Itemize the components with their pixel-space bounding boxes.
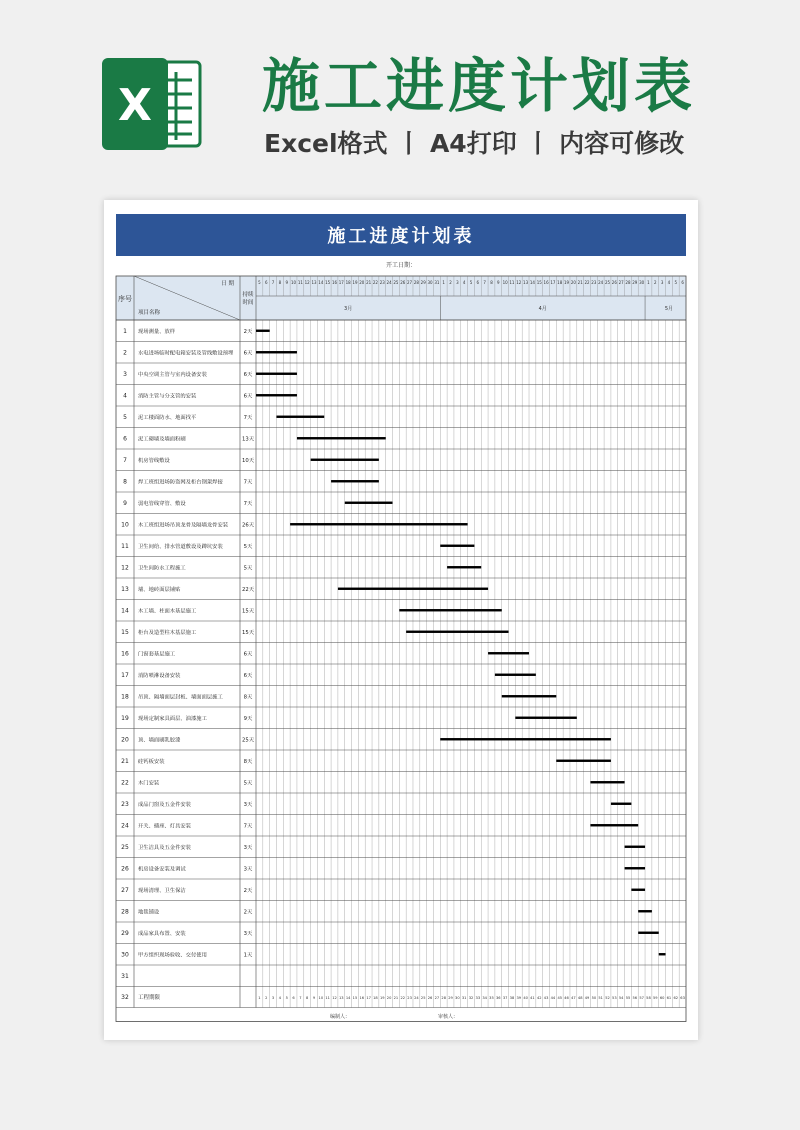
- preparer-label: 编制人：: [330, 1014, 351, 1020]
- task-number: 24: [121, 822, 129, 830]
- task-name: 木工班组进场吊顶龙骨及隔墙龙骨安装: [138, 522, 229, 529]
- day-number: 26: [611, 280, 617, 285]
- day-number: 8: [278, 280, 282, 285]
- day-number: 7: [271, 280, 275, 285]
- day-number: 27: [407, 280, 413, 285]
- task-number: 23: [121, 800, 129, 808]
- gantt-bar: [488, 652, 529, 654]
- day-number: 6: [476, 280, 480, 285]
- task-name: 卫生间给、排水管道敷设及蹲坑安装: [138, 543, 223, 550]
- day-number: 5: [469, 280, 473, 285]
- footer-day-count: 40: [523, 996, 528, 1000]
- footer-day-count: 62: [673, 996, 679, 1000]
- footer-day-count: 4: [278, 996, 282, 1000]
- task-duration: 22天: [241, 586, 255, 593]
- footer-day-count: 41: [530, 996, 535, 1000]
- task-number: 16: [121, 650, 129, 658]
- month-label: 5月: [664, 306, 674, 312]
- task-duration: 3天: [243, 844, 253, 851]
- task-duration: 15天: [241, 608, 255, 615]
- gantt-bar: [590, 824, 638, 826]
- footer-day-count: 38: [509, 996, 515, 1000]
- task-name: 甲方组织现场验收、交付使用: [138, 952, 207, 959]
- gantt-bar: [256, 394, 297, 396]
- task-name: 吊顶、隔墙面层封板、墙面面层施工: [138, 694, 223, 701]
- gantt-bar: [311, 459, 379, 461]
- task-number: 30: [121, 951, 129, 959]
- table-border: [116, 276, 686, 1022]
- task-duration: 7天: [243, 823, 253, 830]
- day-number: 21: [366, 280, 372, 285]
- task-name: 消防主管与分支管的安装: [138, 393, 197, 400]
- day-number: 23: [591, 280, 597, 285]
- task-number: 18: [121, 693, 129, 701]
- task-name: 地毯铺设: [138, 909, 160, 916]
- day-number: 28: [625, 280, 631, 285]
- footer-day-count: 24: [414, 996, 419, 1000]
- document-banner-title: 施工进度计划表: [116, 214, 686, 256]
- day-number: 24: [598, 280, 604, 285]
- gantt-bar: [638, 932, 658, 934]
- day-number: 25: [604, 280, 611, 285]
- task-name: 水电进场临时配电箱安装及管线敷设预埋: [138, 350, 234, 357]
- footer-day-count: 54: [618, 996, 624, 1000]
- task-number: 31: [121, 972, 129, 980]
- footer-day-count: 21: [393, 996, 399, 1000]
- task-name: 木工墙、柱面木基层施工: [138, 608, 197, 615]
- footer-day-count: 63: [680, 996, 685, 1000]
- task-name: 现场定制家具面层、油漆施工: [138, 715, 207, 722]
- footer-day-count: 10: [318, 996, 324, 1000]
- footer-day-count: 22: [400, 996, 406, 1000]
- gantt-bar: [345, 502, 393, 504]
- task-number: 5: [123, 413, 127, 421]
- day-number: 17: [338, 280, 344, 285]
- day-number: 20: [570, 280, 576, 285]
- task-duration: 6天: [243, 371, 253, 378]
- task-name: 顶、墙面刷乳胶漆: [138, 737, 181, 744]
- footer-day-count: 13: [339, 996, 344, 1000]
- task-number: 25: [121, 843, 129, 851]
- task-number: 19: [121, 714, 129, 722]
- task-name: 机房设备安装及调试: [138, 866, 186, 873]
- task-name: 机房管线敷设: [138, 457, 170, 464]
- task-number: 20: [121, 736, 129, 744]
- day-number: 3: [456, 280, 459, 285]
- task-duration: 10天: [241, 457, 255, 464]
- task-duration: 8天: [243, 758, 253, 765]
- gantt-bar: [659, 953, 666, 955]
- task-duration: 6天: [243, 393, 253, 400]
- day-number: 12: [516, 280, 522, 285]
- footer-day-count: 42: [536, 996, 542, 1000]
- gantt-bar: [290, 523, 467, 525]
- gantt-bar: [625, 846, 645, 848]
- footer-day-count: 9: [312, 996, 316, 1000]
- gantt-bar: [638, 910, 652, 912]
- task-duration: 7天: [243, 479, 253, 486]
- footer-day-count: 26: [427, 996, 433, 1000]
- footer-day-count: 37: [502, 996, 508, 1000]
- task-name: 泥工砌墙及墙面粉刷: [138, 436, 186, 443]
- col-date-header: 日 期: [221, 281, 234, 287]
- task-duration: 6天: [243, 350, 253, 357]
- footer-day-count: 47: [571, 996, 576, 1000]
- footer-day-count: 11: [325, 996, 330, 1000]
- day-number: 30: [639, 280, 645, 285]
- task-duration: 6天: [243, 651, 253, 658]
- task-duration: 7天: [243, 500, 253, 507]
- footer-day-count: 33: [475, 996, 481, 1000]
- gantt-bar: [631, 889, 645, 891]
- logo-letter: X: [118, 80, 152, 131]
- day-number: 31: [434, 280, 440, 285]
- day-number: 19: [564, 280, 570, 285]
- footer-day-count: 55: [625, 996, 631, 1000]
- footer-day-count: 32: [468, 996, 474, 1000]
- day-number: 14: [529, 280, 535, 285]
- day-number: 22: [372, 280, 378, 285]
- footer-day-count: 53: [612, 996, 617, 1000]
- task-number: 6: [123, 435, 127, 443]
- day-number: 26: [400, 280, 406, 285]
- task-duration: 2天: [243, 328, 253, 335]
- day-number: 8: [490, 280, 493, 285]
- day-number: 16: [543, 280, 549, 285]
- day-number: 17: [550, 280, 556, 285]
- footer-day-count: 5: [285, 996, 288, 1000]
- gantt-bar: [338, 588, 488, 590]
- day-number: 27: [618, 280, 624, 285]
- page-title: 施工进度计划表: [262, 52, 697, 120]
- footer-day-count: 34: [482, 996, 487, 1000]
- day-number: 9: [497, 280, 500, 285]
- task-name: 卫生洁具及五金件安装: [138, 844, 191, 851]
- day-number: 15: [536, 280, 542, 285]
- task-number: 10: [121, 521, 129, 529]
- task-duration: 5天: [243, 543, 253, 550]
- task-name: 消防喷淋设备安装: [138, 672, 181, 679]
- gantt-bar: [590, 781, 624, 783]
- day-number: 29: [420, 280, 426, 285]
- task-number: 21: [121, 757, 129, 765]
- footer-day-count: 39: [516, 996, 522, 1000]
- gantt-table: [104, 200, 698, 1040]
- footer-day-count: 59: [652, 996, 658, 1000]
- day-number: 30: [427, 280, 433, 285]
- gantt-bar: [625, 867, 645, 869]
- footer-day-count: 58: [646, 996, 651, 1000]
- task-name: 成品门窗及五金件安装: [138, 801, 191, 808]
- day-number: 15: [325, 280, 331, 285]
- task-number: 12: [121, 564, 129, 572]
- gantt-bar: [406, 631, 508, 633]
- gantt-bar: [440, 545, 474, 547]
- day-number: 5: [258, 280, 261, 285]
- day-number: 3: [660, 280, 664, 285]
- footer-day-count: 36: [496, 996, 501, 1000]
- task-number: 14: [121, 607, 129, 615]
- gantt-bar: [399, 609, 501, 611]
- task-number: 1: [123, 327, 127, 335]
- footer-day-count: 48: [577, 996, 583, 1000]
- excel-logo-icon: [102, 58, 202, 150]
- month-label: 3月: [344, 306, 353, 312]
- day-number: 9: [285, 280, 288, 285]
- task-name: 现场测量、放样: [138, 328, 176, 335]
- footer-day-count: 20: [386, 996, 392, 1000]
- day-number: 5: [674, 280, 678, 285]
- footer-day-count: 29: [448, 996, 453, 1000]
- task-duration: 2天: [243, 887, 253, 894]
- day-number: 29: [632, 280, 638, 285]
- task-name: 现场清理、卫生保洁: [138, 887, 186, 894]
- task-duration: 6天: [243, 672, 253, 679]
- day-number: 11: [509, 280, 515, 285]
- footer-day-count: 12: [332, 996, 337, 1000]
- day-number: 21: [577, 280, 583, 285]
- day-number: 1: [647, 280, 650, 285]
- task-number: 3: [123, 370, 127, 378]
- task-number: 22: [121, 779, 129, 787]
- task-duration: 15天: [241, 629, 255, 636]
- footer-day-count: 19: [379, 996, 385, 1000]
- task-duration: 1天: [243, 952, 253, 959]
- gantt-bar: [440, 738, 611, 740]
- footer-day-count: 28: [441, 996, 446, 1000]
- col-duration-header: 持续: [242, 292, 254, 298]
- day-number: 13: [311, 280, 317, 285]
- task-name: 中央空调主管与室内设备安装: [138, 371, 207, 378]
- day-number: 10: [290, 280, 297, 285]
- schedule-sheet: [104, 200, 698, 1040]
- day-number: 2: [654, 280, 657, 285]
- day-number: 20: [359, 280, 365, 285]
- col-seq-header: 序号: [118, 295, 132, 303]
- footer-day-count: 15: [352, 996, 358, 1000]
- page-subtitle: Excel格式 丨 A4打印 丨 内容可修改: [264, 129, 685, 158]
- day-number: 18: [345, 280, 351, 285]
- footer-day-count: 44: [550, 996, 556, 1000]
- gantt-bar: [611, 803, 631, 805]
- day-number: 12: [304, 280, 310, 285]
- footer-day-count: 27: [434, 996, 440, 1000]
- footer-number: 32: [121, 994, 129, 1001]
- day-number: 24: [386, 280, 392, 285]
- day-number: 18: [557, 280, 563, 285]
- footer-day-count: 56: [632, 996, 638, 1000]
- task-name: 卫生间防水工程施工: [138, 565, 186, 572]
- day-number: 25: [393, 280, 399, 285]
- footer-day-count: 51: [598, 996, 603, 1000]
- footer-day-count: 30: [455, 996, 460, 1000]
- task-number: 29: [121, 929, 129, 937]
- footer-day-count: 7: [299, 996, 302, 1000]
- task-duration: 5天: [243, 565, 253, 572]
- gantt-bar: [297, 437, 386, 439]
- task-duration: 3天: [243, 930, 253, 937]
- task-duration: 7天: [243, 414, 253, 421]
- day-number: 7: [483, 280, 486, 285]
- gantt-bar: [502, 695, 557, 697]
- day-number: 16: [331, 280, 338, 285]
- gantt-bar: [495, 674, 536, 676]
- footer-day-count: 57: [639, 996, 644, 1000]
- task-name: 开关、插座、灯具安装: [138, 823, 191, 830]
- day-number: 4: [667, 280, 671, 285]
- task-number: 9: [123, 499, 127, 507]
- task-duration: 3天: [243, 801, 253, 808]
- task-duration: 5天: [243, 780, 253, 787]
- footer-day-count: 25: [420, 996, 426, 1000]
- day-number: 14: [318, 280, 324, 285]
- task-number: 17: [121, 671, 129, 679]
- gantt-bar: [276, 416, 324, 418]
- gantt-bar: [515, 717, 576, 719]
- task-name: 门窗套基层施工: [138, 651, 176, 658]
- gantt-bar: [256, 373, 297, 375]
- gantt-bar: [331, 480, 379, 482]
- task-duration: 2天: [243, 909, 253, 916]
- day-number: 2: [449, 280, 452, 285]
- day-number: 10: [502, 280, 508, 285]
- footer-day-count: 23: [407, 996, 412, 1000]
- footer-day-count: 43: [543, 996, 549, 1000]
- day-number: 22: [584, 280, 590, 285]
- day-number: 11: [297, 280, 303, 285]
- task-name: 墙、地砖面层铺贴: [138, 586, 181, 593]
- footer-day-count: 18: [373, 996, 378, 1000]
- footer-day-count: 46: [564, 996, 569, 1000]
- footer-day-count: 3: [271, 996, 275, 1000]
- day-number: 13: [523, 280, 529, 285]
- task-duration: 26天: [241, 522, 255, 529]
- gantt-bar: [256, 330, 270, 332]
- task-name: 木门安装: [138, 780, 160, 787]
- footer-day-count: 8: [306, 996, 309, 1000]
- footer-day-count: 2: [265, 996, 268, 1000]
- footer-day-count: 35: [489, 996, 494, 1000]
- gantt-bar: [556, 760, 611, 762]
- day-number: 19: [352, 280, 358, 285]
- task-name: 柜台及造型柱木基层施工: [138, 629, 197, 636]
- task-duration: 3天: [243, 866, 253, 873]
- day-number: 6: [681, 280, 684, 285]
- month-label: 4月: [538, 306, 547, 312]
- task-number: 13: [121, 585, 129, 593]
- task-name: 泥工楼面防水、地面找平: [138, 414, 197, 421]
- task-name: 硅钙板安装: [138, 758, 165, 765]
- footer-day-count: 52: [605, 996, 610, 1000]
- task-number: 15: [121, 628, 129, 636]
- task-duration: 25天: [241, 737, 255, 744]
- start-date-label: 开工日期：: [385, 262, 416, 269]
- task-duration: 13天: [241, 436, 255, 443]
- footer-day-count: 50: [591, 996, 597, 1000]
- footer-day-count: 61: [666, 996, 672, 1000]
- footer-day-count: 49: [584, 996, 590, 1000]
- reviewer-label: 审核人：: [438, 1014, 459, 1020]
- task-number: 27: [121, 886, 129, 894]
- day-number: 28: [413, 280, 419, 285]
- task-number: 26: [121, 865, 129, 873]
- col-duration-header: 时间: [242, 300, 254, 306]
- task-number: 2: [123, 349, 127, 357]
- footer-name: 工程期限: [138, 995, 161, 1001]
- task-number: 28: [121, 908, 129, 916]
- footer-day-count: 45: [557, 996, 563, 1000]
- task-number: 11: [121, 542, 129, 550]
- task-name: 焊工班组进场防盗网及柜台钢架焊接: [138, 479, 223, 486]
- day-number: 23: [379, 280, 385, 285]
- footer-day-count: 16: [359, 996, 365, 1000]
- task-number: 8: [123, 478, 127, 486]
- task-duration: 8天: [243, 694, 253, 701]
- day-number: 1: [442, 280, 445, 285]
- footer-day-count: 6: [292, 996, 295, 1000]
- task-number: 7: [123, 456, 127, 464]
- task-duration: 9天: [243, 715, 253, 722]
- footer-day-count: 60: [659, 996, 665, 1000]
- footer-day-count: 14: [345, 996, 351, 1000]
- day-number: 6: [264, 280, 268, 285]
- day-number: 4: [462, 280, 466, 285]
- col-item-header: 项目名称: [138, 310, 161, 316]
- task-name: 成品家具布置、安装: [138, 930, 186, 937]
- footer-day-count: 1: [258, 996, 261, 1000]
- gantt-bar: [447, 566, 481, 568]
- task-name: 弱电管线穿管、敷设: [138, 500, 186, 507]
- footer-day-count: 31: [461, 996, 467, 1000]
- task-number: 4: [123, 392, 127, 400]
- footer-day-count: 17: [366, 996, 371, 1000]
- gantt-bar: [256, 351, 297, 353]
